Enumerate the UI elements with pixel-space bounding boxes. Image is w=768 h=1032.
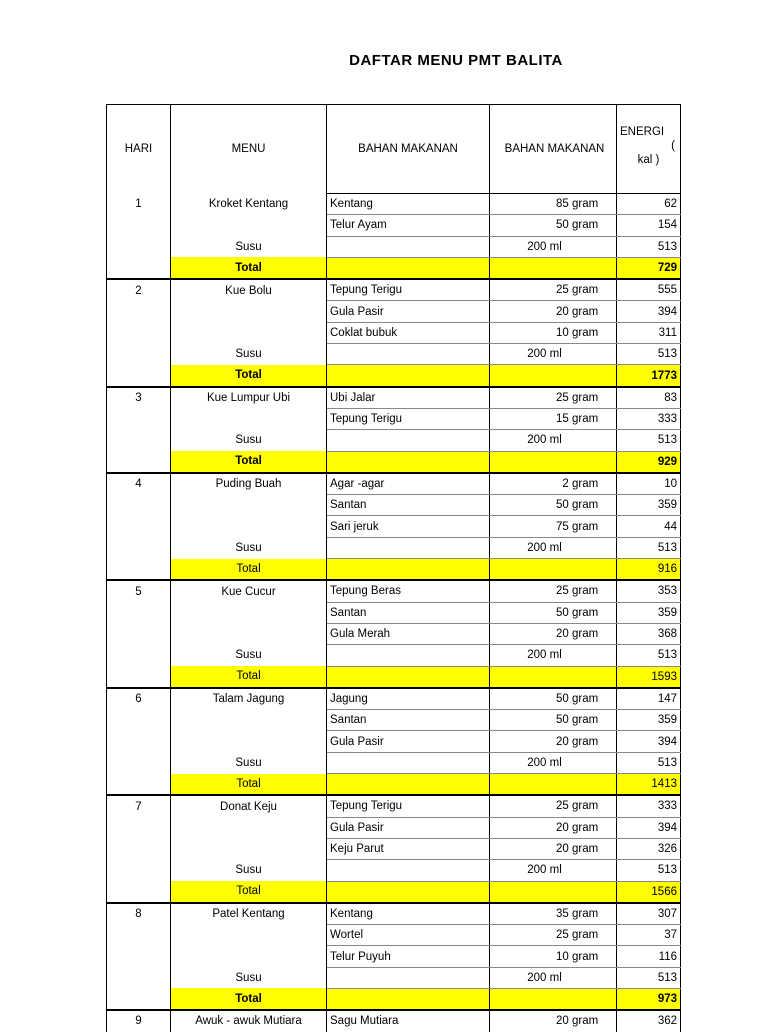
amount-unit: gram <box>572 284 599 297</box>
header-bahan-2: BAHAN MAKANAN <box>490 105 617 194</box>
amount-qty: 50 <box>556 692 569 705</box>
amount-qty: 20 <box>556 843 569 856</box>
ingredient-name: Tepung Beras <box>327 580 490 602</box>
milk-amount: 200 ml <box>490 236 617 257</box>
total-label: Total <box>171 257 327 279</box>
amount-cell <box>490 194 617 215</box>
ingredient-name: Gula Pasir <box>327 731 490 752</box>
total-energy: 729 <box>617 257 681 279</box>
amount-qty: 20 <box>556 628 569 641</box>
day-number <box>107 752 171 773</box>
amount-cell <box>490 215 617 236</box>
energy-value: 333 <box>617 795 681 817</box>
amount-qty: 2 <box>562 478 569 490</box>
menu-name <box>171 731 327 752</box>
menu-name <box>171 602 327 623</box>
day-number: 8 <box>107 903 171 925</box>
amount-unit: gram <box>572 800 599 813</box>
total-row <box>107 451 681 473</box>
amount-qty: 35 <box>556 907 569 920</box>
milk-label: Susu <box>171 236 327 257</box>
amount-cell <box>490 408 617 429</box>
amount-cell <box>490 322 617 343</box>
amount-cell <box>490 774 617 796</box>
ingredient-name <box>327 559 490 581</box>
day-number <box>107 365 171 387</box>
energy-value: 62 <box>617 194 681 215</box>
amount-cell <box>490 731 617 752</box>
amount-qty: 25 <box>556 929 569 942</box>
menu-name: Awuk - awuk Mutiara <box>171 1010 327 1031</box>
day-number: 1 <box>107 194 171 215</box>
menu-name: Patel Kentang <box>171 903 327 925</box>
day-number <box>107 430 171 451</box>
energy-value: 333 <box>617 408 681 429</box>
amount-unit: gram <box>572 478 599 490</box>
amount-unit: gram <box>572 907 599 920</box>
amount-cell <box>490 1010 617 1031</box>
day-number <box>107 408 171 429</box>
total-energy: 1413 <box>617 774 681 796</box>
amount-cell <box>490 602 617 623</box>
menu-name: Puding Buah <box>171 473 327 495</box>
energy-value: 359 <box>617 495 681 516</box>
day-number <box>107 988 171 1010</box>
ingredient-name: Santan <box>327 495 490 516</box>
menu-name <box>171 408 327 429</box>
header-energi <box>617 105 681 194</box>
table-row <box>107 516 681 537</box>
milk-amount: 200 ml <box>490 752 617 773</box>
day-number: 2 <box>107 279 171 301</box>
amount-unit: gram <box>572 628 599 641</box>
amount-unit: gram <box>572 305 599 318</box>
amount-qty: 10 <box>556 950 569 963</box>
milk-row <box>107 752 681 773</box>
day-number <box>107 838 171 859</box>
ingredient-name: Gula Pasir <box>327 301 490 322</box>
amount-unit: gram <box>572 499 599 512</box>
total-energy: 1593 <box>617 666 681 688</box>
total-label: Total <box>171 666 327 688</box>
amount-qty: 50 <box>556 606 569 619</box>
menu-name <box>171 301 327 322</box>
amount-unit: gram <box>572 326 599 339</box>
total-energy: 1773 <box>617 365 681 387</box>
table-row <box>107 473 681 495</box>
day-number <box>107 451 171 473</box>
amount-unit: gram <box>572 585 599 598</box>
total-label: Total <box>171 451 327 473</box>
amount-cell <box>490 365 617 387</box>
menu-name <box>171 925 327 946</box>
amount-qty: 25 <box>556 391 569 404</box>
table-row <box>107 710 681 731</box>
milk-amount: 200 ml <box>490 537 617 558</box>
table-row <box>107 322 681 343</box>
day-number <box>107 860 171 881</box>
menu-name <box>171 817 327 838</box>
day-number <box>107 710 171 731</box>
table-row <box>107 301 681 322</box>
day-number: 4 <box>107 473 171 495</box>
ingredient-name <box>327 860 490 881</box>
amount-cell <box>490 946 617 967</box>
menu-name: Donat Keju <box>171 795 327 817</box>
ingredient-name: Agar -agar <box>327 473 490 495</box>
amount-unit: gram <box>572 714 599 727</box>
energy-value: 513 <box>617 967 681 988</box>
total-row <box>107 988 681 1010</box>
amount-cell <box>490 301 617 322</box>
table-row <box>107 194 681 215</box>
day-number: 5 <box>107 580 171 602</box>
milk-label: Susu <box>171 537 327 558</box>
total-row <box>107 365 681 387</box>
energy-value: 394 <box>617 731 681 752</box>
amount-unit: gram <box>572 929 599 942</box>
menu-name <box>171 623 327 644</box>
table-row <box>107 408 681 429</box>
table-row <box>107 602 681 623</box>
energy-value: 154 <box>617 215 681 236</box>
total-row <box>107 774 681 796</box>
total-energy: 973 <box>617 988 681 1010</box>
energy-value: 116 <box>617 946 681 967</box>
total-label: Total <box>171 559 327 581</box>
amount-cell <box>490 473 617 495</box>
ingredient-name: Telur Ayam <box>327 215 490 236</box>
menu-name <box>171 516 327 537</box>
total-energy: 916 <box>617 559 681 581</box>
milk-amount: 200 ml <box>490 344 617 365</box>
amount-unit: gram <box>572 198 599 211</box>
table-row <box>107 495 681 516</box>
amount-unit: gram <box>572 735 599 748</box>
menu-name: Kroket Kentang <box>171 194 327 215</box>
table-row <box>107 903 681 925</box>
milk-label: Susu <box>171 752 327 773</box>
ingredient-name: Gula Pasir <box>327 817 490 838</box>
energy-value: 359 <box>617 710 681 731</box>
energy-value: 513 <box>617 645 681 666</box>
energy-value: 513 <box>617 236 681 257</box>
amount-unit: gram <box>572 413 599 426</box>
day-number <box>107 817 171 838</box>
header-energi-line1: ENERGI <box>620 126 665 138</box>
day-number <box>107 537 171 558</box>
amount-cell <box>490 688 617 710</box>
table-row <box>107 731 681 752</box>
header-bahan: BAHAN MAKANAN <box>327 105 490 194</box>
day-number: 7 <box>107 795 171 817</box>
energy-value: 368 <box>617 623 681 644</box>
day-number <box>107 301 171 322</box>
table-row <box>107 817 681 838</box>
table-row <box>107 838 681 859</box>
table-row <box>107 387 681 409</box>
energy-value: 362 <box>617 1010 681 1031</box>
day-number <box>107 344 171 365</box>
ingredient-name: Keju Parut <box>327 838 490 859</box>
amount-cell <box>490 838 617 859</box>
menu-name <box>171 215 327 236</box>
energy-value: 359 <box>617 602 681 623</box>
day-number: 9 <box>107 1010 171 1031</box>
amount-cell <box>490 817 617 838</box>
menu-name <box>171 322 327 343</box>
milk-amount: 200 ml <box>490 645 617 666</box>
table-row <box>107 215 681 236</box>
milk-amount: 200 ml <box>490 860 617 881</box>
day-number <box>107 257 171 279</box>
day-number <box>107 322 171 343</box>
amount-qty: 50 <box>556 499 569 512</box>
amount-cell <box>490 559 617 581</box>
milk-row <box>107 344 681 365</box>
energy-value: 37 <box>617 925 681 946</box>
amount-qty: 25 <box>556 284 569 297</box>
day-number <box>107 967 171 988</box>
ingredient-name: Coklat bubuk <box>327 322 490 343</box>
energy-value: 513 <box>617 752 681 773</box>
table-row <box>107 623 681 644</box>
amount-qty: 20 <box>556 821 569 834</box>
ingredient-name <box>327 451 490 473</box>
milk-amount: 200 ml <box>490 430 617 451</box>
energy-value: 513 <box>617 430 681 451</box>
day-number <box>107 215 171 236</box>
amount-cell <box>490 387 617 409</box>
amount-unit: gram <box>572 843 599 856</box>
table-row <box>107 688 681 710</box>
menu-name: Kue Bolu <box>171 279 327 301</box>
menu-name <box>171 838 327 859</box>
ingredient-name: Telur Puyuh <box>327 946 490 967</box>
amount-unit: gram <box>572 821 599 834</box>
amount-qty: 20 <box>556 305 569 318</box>
total-label: Total <box>171 365 327 387</box>
day-number <box>107 623 171 644</box>
amount-unit: gram <box>572 219 599 232</box>
table-header-row <box>107 105 681 194</box>
energy-value: 394 <box>617 301 681 322</box>
amount-qty: 25 <box>556 585 569 598</box>
day-number <box>107 602 171 623</box>
total-label: Total <box>171 988 327 1010</box>
milk-row <box>107 967 681 988</box>
table-row <box>107 946 681 967</box>
total-row <box>107 666 681 688</box>
ingredient-name: Gula Merah <box>327 623 490 644</box>
ingredient-name: Sagu Mutiara <box>327 1010 490 1031</box>
milk-row <box>107 236 681 257</box>
energy-value: 83 <box>617 387 681 409</box>
energy-value: 10 <box>617 473 681 495</box>
table-row <box>107 795 681 817</box>
header-energi-line2: ( <box>671 140 675 152</box>
amount-cell <box>490 451 617 473</box>
ingredient-name: Santan <box>327 602 490 623</box>
amount-cell <box>490 495 617 516</box>
ingredient-name <box>327 236 490 257</box>
amount-unit: gram <box>572 391 599 404</box>
energy-value: 555 <box>617 279 681 301</box>
milk-row <box>107 645 681 666</box>
energy-value: 147 <box>617 688 681 710</box>
ingredient-name <box>327 988 490 1010</box>
amount-cell <box>490 257 617 279</box>
table-row <box>107 1010 681 1031</box>
day-number <box>107 645 171 666</box>
total-row <box>107 881 681 903</box>
ingredient-name: Kentang <box>327 194 490 215</box>
amount-qty: 20 <box>556 735 569 748</box>
amount-unit: gram <box>572 692 599 705</box>
amount-qty: 75 <box>556 520 569 533</box>
day-number: 6 <box>107 688 171 710</box>
energy-value: 311 <box>617 322 681 343</box>
milk-label: Susu <box>171 645 327 666</box>
menu-table <box>106 104 681 1032</box>
menu-name <box>171 946 327 967</box>
day-number <box>107 666 171 688</box>
amount-cell <box>490 925 617 946</box>
menu-name <box>171 710 327 731</box>
total-label: Total <box>171 881 327 903</box>
amount-qty: 15 <box>556 413 569 426</box>
amount-cell <box>490 795 617 817</box>
menu-name: Kue Lumpur Ubi <box>171 387 327 409</box>
page-title: DAFTAR MENU PMT BALITA <box>349 52 563 69</box>
day-number <box>107 731 171 752</box>
header-menu: MENU <box>171 105 327 194</box>
energy-value: 44 <box>617 516 681 537</box>
milk-row <box>107 537 681 558</box>
ingredient-name: Santan <box>327 710 490 731</box>
table-row <box>107 925 681 946</box>
header-hari: HARI <box>107 105 171 194</box>
amount-cell <box>490 580 617 602</box>
energy-value: 513 <box>617 860 681 881</box>
total-row <box>107 559 681 581</box>
milk-label: Susu <box>171 967 327 988</box>
ingredient-name <box>327 666 490 688</box>
ingredient-name <box>327 967 490 988</box>
day-number <box>107 559 171 581</box>
energy-value: 326 <box>617 838 681 859</box>
amount-cell <box>490 516 617 537</box>
ingredient-name: Kentang <box>327 903 490 925</box>
total-label: Total <box>171 774 327 796</box>
milk-row <box>107 860 681 881</box>
amount-qty: 50 <box>556 714 569 727</box>
amount-cell <box>490 710 617 731</box>
total-energy: 1566 <box>617 881 681 903</box>
ingredient-name: Wortel <box>327 925 490 946</box>
amount-qty: 50 <box>556 219 569 232</box>
milk-label: Susu <box>171 860 327 881</box>
ingredient-name <box>327 430 490 451</box>
day-number <box>107 774 171 796</box>
day-number <box>107 925 171 946</box>
amount-unit: gram <box>572 1015 599 1028</box>
amount-qty: 10 <box>556 326 569 339</box>
menu-name: Talam Jagung <box>171 688 327 710</box>
total-energy: 929 <box>617 451 681 473</box>
amount-cell <box>490 666 617 688</box>
amount-cell <box>490 881 617 903</box>
amount-cell <box>490 903 617 925</box>
amount-unit: gram <box>572 606 599 619</box>
ingredient-name <box>327 365 490 387</box>
energy-value: 394 <box>617 817 681 838</box>
energy-value: 353 <box>617 580 681 602</box>
milk-label: Susu <box>171 430 327 451</box>
day-number <box>107 516 171 537</box>
day-number <box>107 946 171 967</box>
day-number <box>107 495 171 516</box>
day-number: 3 <box>107 387 171 409</box>
ingredient-name: Sari jeruk <box>327 516 490 537</box>
ingredient-name <box>327 774 490 796</box>
ingredient-name: Tepung Terigu <box>327 795 490 817</box>
ingredient-name <box>327 344 490 365</box>
ingredient-name: Ubi Jalar <box>327 387 490 409</box>
amount-qty: 85 <box>556 198 569 211</box>
total-row <box>107 257 681 279</box>
milk-row <box>107 430 681 451</box>
table-row <box>107 279 681 301</box>
amount-cell <box>490 279 617 301</box>
ingredient-name <box>327 645 490 666</box>
ingredient-name: Jagung <box>327 688 490 710</box>
amount-unit: gram <box>572 520 599 533</box>
energy-value: 513 <box>617 344 681 365</box>
amount-unit: gram <box>572 950 599 963</box>
amount-cell <box>490 988 617 1010</box>
amount-cell <box>490 623 617 644</box>
header-energi-line3: kal ) <box>637 154 660 166</box>
energy-value: 307 <box>617 903 681 925</box>
milk-label: Susu <box>171 344 327 365</box>
milk-amount: 200 ml <box>490 967 617 988</box>
ingredient-name <box>327 752 490 773</box>
energy-value: 513 <box>617 537 681 558</box>
menu-name: Kue Cucur <box>171 580 327 602</box>
ingredient-name: Tepung Terigu <box>327 279 490 301</box>
menu-name <box>171 495 327 516</box>
table-row <box>107 580 681 602</box>
ingredient-name <box>327 257 490 279</box>
ingredient-name <box>327 881 490 903</box>
day-number <box>107 881 171 903</box>
amount-qty: 20 <box>556 1015 569 1028</box>
ingredient-name: Tepung Terigu <box>327 408 490 429</box>
ingredient-name <box>327 537 490 558</box>
amount-qty: 25 <box>556 800 569 813</box>
day-number <box>107 236 171 257</box>
